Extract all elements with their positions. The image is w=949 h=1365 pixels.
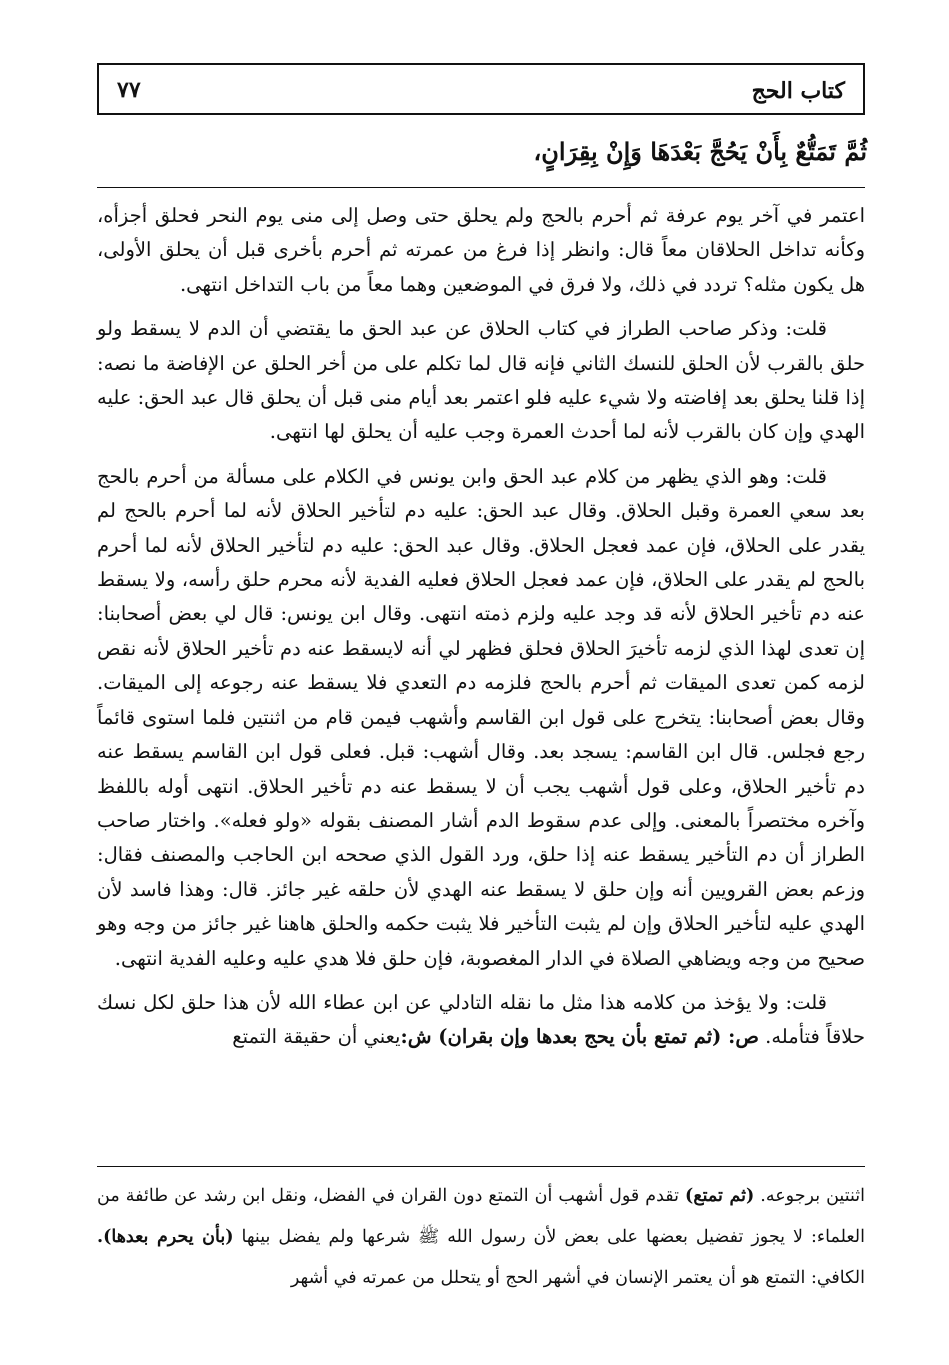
sad-shin-marker: ص: (ثم تمتع بأن يحج بعدها وإن بقران) ش: <box>400 1025 759 1049</box>
commentary-paragraph-4-text: قلت: ولا يؤخذ من كلامه هذا مثل ما نقله التادلي عن ابن عطاء الله لأن هذا حلق لكل نسك حلاقاً فتأمله. <box>97 990 865 1049</box>
footnote-divider <box>97 1166 865 1167</box>
footnote-heading-1: (ثم تمتع) <box>685 1186 755 1206</box>
footnote-heading-2: (بأن يحرم بعدها). <box>97 1227 234 1247</box>
page-header-box <box>97 63 865 115</box>
commentary-body <box>97 199 865 1065</box>
footnote-part-3: تقدم قول أشهب أن التمتع دون القران في الفضل، ونقل ابن رشد عن طائفة من العلماء: لا يجوز تفضيل بعضها على بعض لأن رسول الله ﷺ شرعها ولم يفضل بينها <box>97 1186 865 1247</box>
commentary-paragraph-1: اعتمر في آخر يوم عرفة ثم أحرم بالحج ولم يحلق حتى وصل إلى منى يوم النحر فحلق أجزأه، وكأنه تداخل الحلاقان معاً قال: وانظر إذا فرغ من عمرته ثم أحرم بأخرى قبل أن يحلق الأولى، هل يكون مثله؟ تردد في ذلك، ولا فرق في الموضعين وهما معاً من باب التداخل انتهى. <box>97 204 865 296</box>
footnote-paragraph <box>97 1176 865 1299</box>
footnote-part-5: الكافي: التمتع هو أن يعتمر الإنسان في أشهر الحج أو يتحلل من عمرته في أشهر <box>290 1268 865 1288</box>
top-divider <box>97 187 865 188</box>
commentary-paragraph-4 <box>97 986 865 1055</box>
footnote-part-1: اثنتين برجوعه. <box>760 1186 865 1206</box>
commentary-paragraph-4-tail: يعني أن حقيقة التمتع <box>232 1025 401 1049</box>
book-title: كتاب الحج <box>751 78 845 104</box>
footnote-block <box>97 1176 865 1299</box>
commentary-paragraph-2: قلت: وذكر صاحب الطراز في كتاب الحلاق عن عبد الحق ما يقتضي أن الدم لا يسقط ولو حلق بالقرب لأن الحلق للنسك الثاني فإنه قال لما تكلم على من أخر الحلق عن الإفاضة ما نصه: إذا قلنا يحلق بعد إفاضته ولا شيء عليه فلو اعتمر بعد أيام منى قبل أن يحلق قال عبد الحق: عليه الهدي وإن كان بالقرب لأنه لما أحدث العمرة وجب عليه أن يحلق لها انتهى. <box>97 317 865 444</box>
page-number: ٧٧ <box>117 77 141 103</box>
matn-text: ثُمَّ تَمَتُّعٌ بِأَنْ يَحُجَّ بَعْدَهَا وَإِنْ بِقِرَانٍ، <box>533 137 867 166</box>
commentary-paragraph-3: قلت: وهو الذي يظهر من كلام عبد الحق وابن يونس في الكلام على مسألة من أحرم بالحج بعد سعي العمرة وقبل الحلاق. وقال عبد الحق: عليه دم لتأخير الحلاق لأنه لما أحرم بالحج لم يقدر على الحلاق، فإن عمد فعجل الحلاق. وقال عبد الحق: عليه دم لتأخير الحلاق لأنه لما أحرم بالحج لم يقدر على الحلاق، فإن عمد فعجل الحلاق فعليه الفدية لأنه محرم حلق رأسه، ولا يسقط عنه دم تأخير الحلاق لأنه قد وجد عليه ولزم ذمته انتهى. وقال ابن يونس: قال لي بعض أصحابنا: إن تعدى لهذا الذي لزمه تأخيرَ الحلاق فحلق فظهر لي أنه لايسقط عنه دم تأخير الحلاق لأنه نقص لزمه كمن تعدى الميقات ثم أحرم بالحج فلزمه دم التعدي فلا يسقط عنه رجوعه إلى الميقات. وقال بعض أصحابنا: يتخرج على قول ابن القاسم وأشهب فيمن قام من اثنتين فلما استوى قائماً رجع فجلس. قال ابن القاسم: يسجد بعد. وقال أشهب: قبل. فعلى قول ابن القاسم يسقط عنه دم تأخير الحلاق، وعلى قول أشهب يجب أن لا يسقط عنه دم تأخير الحلاق. انتهى أوله باللفظ وآخره مختصراً بالمعنى. وإلى عدم سقوط الدم أشار المصنف بقوله «ولو فعله». واختار صاحب الطراز أن دم التأخير يسقط عنه إذا حلق، ورد القول الذي صححه ابن الحاجب والمصنف فقال: وزعم بعض القرويين أنه وإن حلق لا يسقط عنه الهدي لأن حلقه غير جائز. قال: وهذا فاسد لأن الهدي عليه لتأخير الحلاق وإن لم يثبت التأخير فلا يثبت حكمه والحلق هاهنا غير جائز من وجه وهو صحيح من وجه ويضاهي الصلاة في الدار المغصوبة، فإن حلق فلا هدي عليه وعليه الفدية انتهى. <box>97 464 865 970</box>
